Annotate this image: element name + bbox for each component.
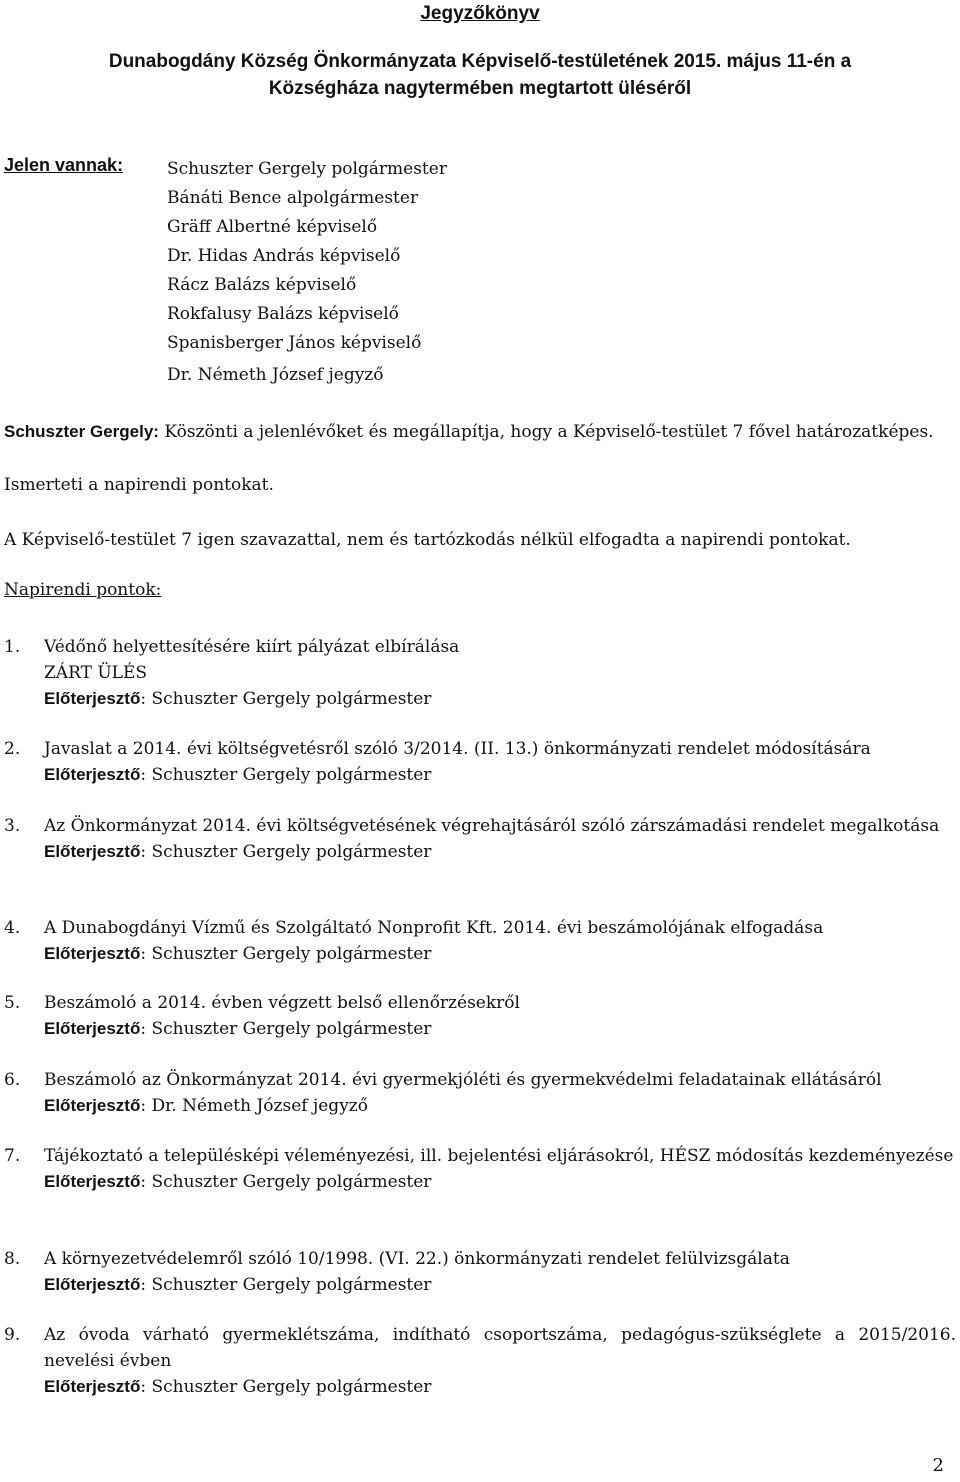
agenda-item-number: 1. [4,637,21,657]
agenda-item-note: ZÁRT ÜLÉS [44,663,148,683]
attendee: Rokfalusy Balázs képviselő [167,304,399,324]
attendance-label: Jelen vannak: [4,155,124,175]
notary: Dr. Németh József jegyző [167,365,384,385]
agenda-item-text: Beszámoló a 2014. évben végzett belső ellenőrzésekről [44,993,520,1013]
agenda-item-presenter [44,1016,956,1042]
presenter-label: Előterjesztő [44,1377,141,1396]
agenda-item-text: A Dunabogdányi Vízmű és Szolgáltató Nonprofit Kft. 2014. évi beszámolójának elfogadása [44,918,824,938]
agenda-item-number: 9. [4,1325,21,1345]
attendee-list [167,155,447,358]
presenter-label: Előterjesztő [44,765,141,784]
attendee: Bánáti Bence alpolgármester [167,188,419,208]
agenda-item-presenter [44,1374,956,1400]
agenda-item [4,1322,956,1400]
attendee: Gräff Albertné képviselő [167,217,378,237]
agenda-item-text: Az óvoda várható gyermeklétszáma, indítható csoportszáma, pedagógus-szükséglete a 2015/2016. nevelési évben [44,1325,956,1371]
resolution-text: A Képviselő-testület 7 igen szavazattal, nem és tartózkodás nélkül elfogadta a napirendi pontokat. [4,530,851,550]
agenda-item-number: 8. [4,1249,21,1269]
agenda-item-presenter [44,1169,956,1195]
agenda-title: Napirendi pontok: [4,580,162,600]
attendee: Spanisberger János képviselő [167,333,422,353]
agenda-item-text: A környezetvédelemről szóló 10/1998. (VI. 22.) önkormányzati rendelet felülvizsgálata [44,1249,790,1269]
agenda-item-number: 7. [4,1146,21,1166]
agenda-item-text: Az Önkormányzat 2014. évi költségvetésének végrehajtásáról szóló zárszámadási rendelet megalkotása [44,816,940,836]
attendee: Schuszter Gergely polgármester [167,159,447,179]
agenda-item-text: Tájékoztató a településképi véleményezési, ill. bejelentési eljárásokról, HÉSZ módosítás kezdeményezése [44,1146,954,1166]
presenter-label: Előterjesztő [44,944,141,963]
agenda-item [4,634,956,712]
agenda-item-presenter [44,1272,956,1298]
agenda-item-number: 4. [4,918,21,938]
agenda-item-text: Beszámoló az Önkormányzat 2014. évi gyermekjóléti és gyermekvédelmi feladatainak ellátásáról [44,1070,882,1090]
opening-line-2: Ismerteti a napirendi pontokat. [4,475,274,495]
agenda-item-number: 6. [4,1070,21,1090]
presenter-label: Előterjesztő [44,1096,141,1115]
agenda-item-presenter [44,1093,956,1119]
agenda-item-text: Védőnő helyettesítésére kiírt pályázat elbírálása [44,637,460,657]
presenter-name: : Schuszter Gergely polgármester [140,765,432,785]
presenter-name: : Schuszter Gergely polgármester [140,1019,432,1039]
opening-paragraph [4,418,956,446]
page-number: 2 [932,1455,944,1476]
agenda-item [4,990,956,1042]
presenter-name: : Dr. Németh József jegyző [140,1096,368,1116]
presenter-name: : Schuszter Gergely polgármester [140,1172,432,1192]
presenter-label: Előterjesztő [44,1019,141,1038]
agenda-item-presenter [44,839,956,865]
agenda-item-number: 3. [4,816,21,836]
agenda-item-text: Javaslat a 2014. évi költségvetésről szóló 3/2014. (II. 13.) önkormányzati rendelet módosítására [44,739,871,759]
attendee: Rácz Balázs képviselő [167,275,357,295]
opening-text: Köszönti a jelenlévőket és megállapítja, hogy a Képviselő-testület 7 fővel határozatképes. [164,422,934,442]
agenda-item [4,813,956,865]
agenda-item-number: 5. [4,993,21,1013]
agenda-item-presenter [44,762,956,788]
presenter-label: Előterjesztő [44,1172,141,1191]
document-subtitle: Dunabogdány Község Önkormányzata Képviselő-testületének 2015. május 11-én a Községháza nagytermében megtartott üléséről [108,51,852,99]
agenda-item [4,1143,956,1195]
presenter-name: : Schuszter Gergely polgármester [140,944,432,964]
agenda-item-presenter [44,686,956,712]
attendee: Dr. Hidas András képviselő [167,246,401,266]
presenter-label: Előterjesztő [44,689,141,708]
presenter-label: Előterjesztő [44,1275,141,1294]
agenda-item [4,1067,956,1119]
agenda-item-number: 2. [4,739,21,759]
presenter-name: : Schuszter Gergely polgármester [140,1275,432,1295]
presenter-name: : Schuszter Gergely polgármester [140,1377,432,1397]
agenda-item-presenter [44,941,956,967]
presenter-label: Előterjesztő [44,842,141,861]
agenda-item [4,1246,956,1298]
speaker-name: Schuszter Gergely: [4,422,159,441]
presenter-name: : Schuszter Gergely polgármester [140,689,432,709]
presenter-name: : Schuszter Gergely polgármester [140,842,432,862]
agenda-item [4,736,956,788]
agenda-item [4,915,956,967]
document-title: Jegyzőkönyv [420,3,540,24]
